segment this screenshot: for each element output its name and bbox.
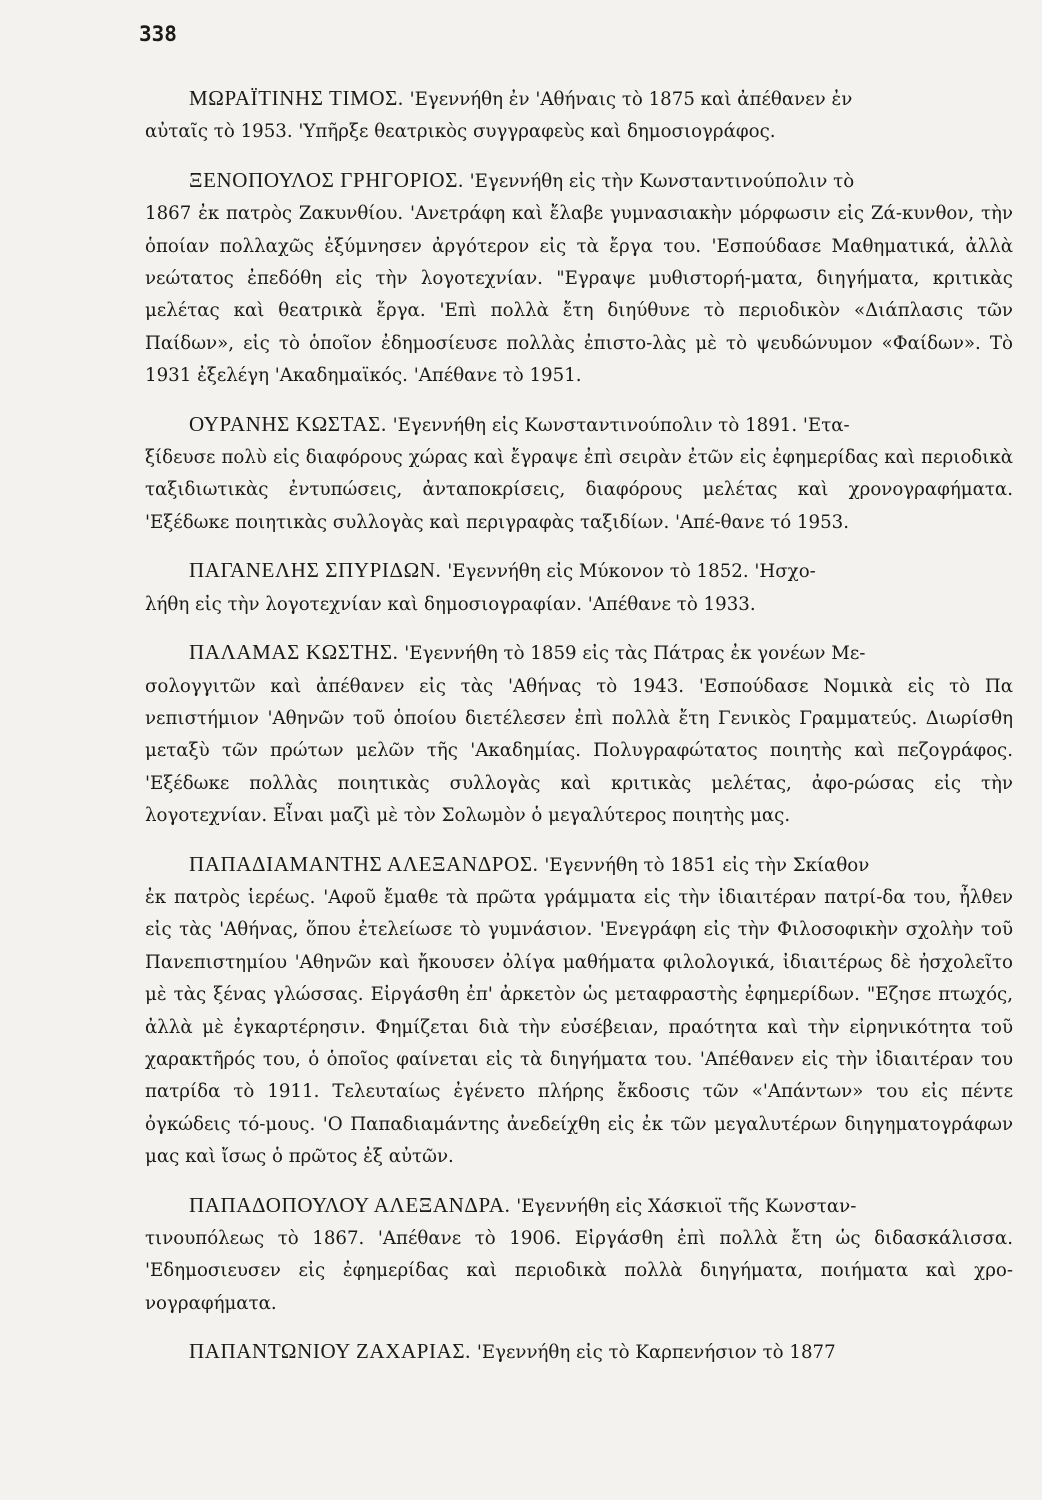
entry-moraitinis [145, 82, 1013, 149]
entry-lead-text: 'Εγεννήθη εἰς Μύκονον τὸ 1852. 'Ησχο- [447, 561, 816, 583]
entry-name: ΟΥΡΑΝΗΣ ΚΩΣΤΑΣ. [189, 411, 387, 436]
entry-name: ΠΑΠΑΔΟΠΟΥΛΟΥ ΑΛΕΞΑΝΔΡΑ. [189, 1192, 511, 1217]
entry-body: σολογγιτῶν καὶ ἀπέθανεν εἰς τὰς 'Αθήνας τὸ 1943. 'Εσπούδασε Νομικὰ εἰς τὸ Πα νεπιστήμιον 'Αθηνῶν τοῦ ὁποίου διετέλεσεν ἐπὶ πολλὰ ἔτη Γενικὸς Γραμματεύς. Διωρίσθη μεταξὺ τῶν πρώτων μελῶν τῆς 'Ακαδημίας. Πολυγραφώτατος ποιητὴς καὶ πεζογράφος. 'Εξέδωκε πολλὰς ποιητικὰς συλλογὰς καὶ κριτικὰς μελέτας, ἀφο-ρώσας εἰς τὴν λογοτεχνίαν. Εἶναι μαζὶ μὲ τὸν Σολωμὸν ὁ μεγαλύτερος ποιητὴς μας. [145, 675, 1013, 827]
entry-name: ΠΑΠΑΔΙΑΜΑΝΤΗΣ ΑΛΕΞΑΝΔΡΟΣ. [189, 851, 539, 876]
entry-papadiamantis [145, 848, 1013, 1174]
entry-name: ΠΑΠΑΝΤΩΝΙΟΥ ΖΑΧΑΡΙΑΣ. [189, 1339, 472, 1364]
entry-body: αὐταῖς τὸ 1953. 'Υπῆρξε θεατρικὸς συγγραφεὺς καὶ δημοσιογράφος. [145, 121, 776, 143]
entry-lead-text: 'Εγεννήθη τὸ 1851 εἰς τὴν Σκίαθον [544, 854, 870, 876]
entry-lead-text: 'Εγεννήθη εἰς τὸ Καρπενήσιον τὸ 1877 [476, 1342, 836, 1364]
entry-body: 1867 ἐκ πατρὸς Ζακυνθίου. 'Ανετράφη καὶ ἔλαβε γυμνασιακὴν μόρφωσιν εἰς Ζά-κυνθον, τὴν ὁποίαν πολλαχῶς ἐξύμνησεν ἀργότερον εἰς τὰ ἔργα του. 'Εσπούδασε Μαθηματικά, ἀλλὰ νεώτατος ἐπεδόθη εἰς τὴν λογοτεχνίαν. "Εγραψε μυθιστορή-ματα, διηγήματα, κριτικὰς μελέτας καὶ θεατρικὰ ἔργα. 'Επὶ πολλὰ ἔτη διηύθυνε τὸ περιοδικὸν «Διάπλασις τῶν Παίδων», εἰς τὸ ὁποῖον ἐδημοσίευσε πολλὰς ἐπιστο-λὰς μὲ τὸ ψευδώνυμον «Φαίδων». Τὸ 1931 ἐξελέγη 'Ακαδημαϊκός. 'Απέθανε τὸ 1951. [145, 203, 1013, 387]
entry-lead-text: 'Εγεννήθη τὸ 1859 εἰς τὰς Πάτρας ἐκ γονέων Με- [404, 643, 866, 665]
entry-lead-text: 'Εγεννήθη ἐν 'Αθήναις τὸ 1875 καὶ ἀπέθανεν ἐν [409, 89, 853, 110]
entry-body: λήθη εἰς τὴν λογοτεχνίαν καὶ δημοσιογραφίαν. 'Απέθανε τὸ 1933. [145, 593, 756, 615]
entry-body: τινουπόλεως τὸ 1867. 'Απέθανε τὸ 1906. Εἰργάσθη ἐπὶ πολλὰ ἔτη ὡς διδασκάλισσα. 'Εδημοσιευσεν εἰς ἐφημερίδας καὶ περιοδικὰ πολλὰ διηγήματα, ποιήματα καὶ χρο-νογραφήματα. [145, 1228, 1013, 1314]
entry-ouranis [145, 408, 1013, 540]
entry-lead-text: 'Εγεννήθη εἰς Χάσκιοϊ τῆς Κωνσταν- [516, 1195, 857, 1217]
entry-paganelis [145, 554, 1013, 621]
entry-papantoniou [145, 1335, 1013, 1369]
entry-name: ΜΩΡΑΪΤΙΝΗΣ ΤΙΜΟΣ. [189, 86, 404, 110]
entry-name: ΠΑΓΑΝΕΛΗΣ ΣΠΥΡΙΔΩΝ. [189, 558, 442, 583]
page-number: 338 [139, 22, 177, 46]
entry-lead-text: 'Εγεννήθη εἰς τὴν Κωνσταντινούπολιν τὸ [469, 170, 855, 192]
entry-palamas [145, 636, 1013, 832]
entry-body: ἐκ πατρὸς ἱερέως. 'Αφοῦ ἔμαθε τὰ πρῶτα γράμματα εἰς τὴν ἰδιαιτέραν πατρί-δα του, ἦλθεν εἰς τὰς 'Αθήνας, ὅπου ἐτελείωσε τὸ γυμνάσιον. 'Ενεγράφη εἰς τὴν Φιλοσοφικὴν σχολὴν τοῦ Πανεπιστημίου 'Αθηνῶν καὶ ἤκουσεν ὀλίγα μαθήματα φιλολογικά, ἰδιαιτέρως δὲ ἠσχολεῖτο μὲ τὰς ξένας γλώσσας. Εἰργάσθη ἐπ' ἀρκετὸν ὡς μεταφραστὴς ἐφημερίδων. "Εζησε πτωχός, ἀλλὰ μὲ ἐγκαρτέρησιν. Φημίζεται διὰ τὴν εὐσέβειαν, πραότητα καὶ τὴν εἰρηνικότητα τοῦ χαρακτῆρός του, ὁ ὁποῖος φαίνεται εἰς τὰ διηγήματα του. 'Απέθανεν εἰς τὴν ἰδιαιτέραν του πατρίδα τὸ 1911. Τελευταίως ἐγένετο πλήρης ἔκδοσις τῶν «'Απάντων» του εἰς πέντε ὀγκώδεις τό-μους. 'Ο Παπαδιαμάντης ἀνεδείχθη εἰς ἐκ τῶν μεγαλυτέρων διηγηματογράφων μας καὶ ἴσως ὁ πρῶτος ἐξ αὐτῶν. [145, 886, 1013, 1168]
entry-papadopoulou [145, 1189, 1013, 1321]
entry-body: ξίδευσε πολὺ εἰς διαφόρους χώρας καὶ ἔγραψε ἐπὶ σειρὰν ἐτῶν εἰς ἐφημερίδας καὶ περιοδικὰ ταξιδιωτικὰς ἐντυπώσεις, ἀνταποκρίσεις, διαφόρους μελέτας καὶ χρονογραφήματα. 'Εξέδωκε ποιητικὰς συλλογὰς καὶ περιγραφὰς ταξιδίων. 'Απέ-θανε τό 1953. [145, 447, 1013, 533]
entry-name: ΠΑΛΑΜΑΣ ΚΩΣΤΗΣ. [189, 640, 399, 665]
entry-name: ΞΕΝΟΠΟΥΛΟΣ ΓΡΗΓΟΡΙΟΣ. [189, 167, 464, 192]
entry-xenopoulos [145, 164, 1013, 393]
entry-lead-text: 'Εγεννήθη εἰς Κωνσταντινούπολιν τὸ 1891. 'Ετα- [392, 414, 850, 436]
